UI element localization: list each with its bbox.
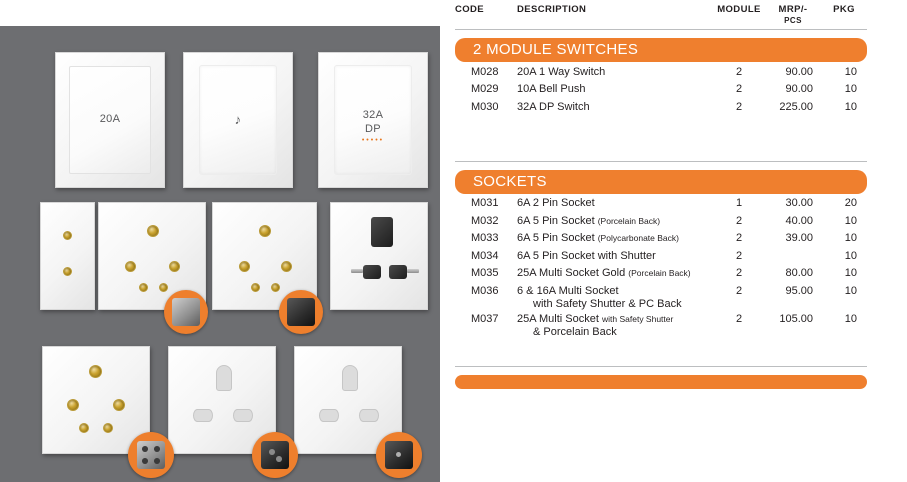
cell-mrp: 90.00	[785, 65, 813, 78]
cell-pkg: 10	[844, 65, 857, 78]
cell-description-continued: with Safety Shutter & PC Back	[533, 297, 682, 310]
socket-pin	[159, 283, 168, 292]
cell-mrp: 95.00	[785, 284, 813, 297]
cell-description-note: with Safety Shutter	[602, 314, 674, 324]
socket-pin	[251, 283, 260, 292]
cell-mrp: 39.00	[785, 232, 813, 244]
polycarbonate-back-chip	[287, 298, 314, 325]
socket-pin	[281, 261, 292, 272]
cell-code: M036	[471, 284, 499, 297]
price-table	[455, 0, 867, 389]
gold-back-chip	[137, 441, 166, 470]
chip-dot	[154, 446, 160, 452]
table-row	[455, 264, 867, 282]
cell-mrp: 40.00	[785, 214, 813, 227]
socket-pin	[125, 261, 136, 272]
socket-shutter-slot	[359, 409, 379, 422]
table-row	[455, 80, 867, 98]
thumbnail-bubble-pc-back	[252, 432, 298, 478]
table-header-row	[455, 0, 867, 25]
cell-description: 25A Multi Socket Gold	[517, 267, 629, 279]
cell-description: 32A DP Switch	[517, 100, 590, 113]
socket-pin	[113, 399, 125, 411]
cell-description: 10A Bell Push	[517, 83, 586, 95]
chip-dot	[276, 456, 282, 462]
chip-dot	[396, 452, 402, 458]
mechanism-body	[363, 265, 381, 279]
product-socket-mechanism	[330, 202, 428, 310]
cell-pkg: 20	[844, 197, 857, 209]
header-description: DESCRIPTION	[517, 4, 587, 15]
switch-plate-inner	[69, 66, 151, 173]
table-row	[455, 211, 867, 229]
section-title-2-module-switches: 2 MODULE SWITCHES	[455, 38, 867, 62]
cell-pkg: 10	[844, 214, 857, 227]
section-divider	[455, 366, 867, 367]
socket-shutter-slot	[342, 365, 358, 391]
cell-description: 6 & 16A Multi Socket	[517, 284, 619, 297]
product-bell-push	[183, 52, 293, 188]
switch-32a-indicator-dots: •••••	[361, 136, 385, 144]
cell-mrp: 225.00	[779, 100, 813, 113]
socket-pin	[103, 423, 113, 433]
mechanism-pin	[351, 269, 363, 273]
cell-pkg: 10	[844, 249, 857, 262]
header-module: MODULE	[717, 4, 761, 15]
cell-module: 2	[735, 214, 743, 227]
cell-module: 2	[735, 65, 743, 78]
cell-module: 2	[735, 249, 743, 262]
mechanism-body	[371, 217, 393, 247]
table-row	[455, 97, 867, 115]
socket-shutter-slot	[216, 365, 232, 391]
mechanism-body	[389, 265, 407, 279]
chip-dot	[269, 449, 275, 455]
pc-back-chip	[261, 441, 290, 470]
table-row	[455, 246, 867, 264]
cell-mrp: 30.00	[785, 197, 813, 209]
header-mrp-sub: PCS	[784, 16, 802, 25]
cell-pkg: 10	[844, 83, 857, 95]
page-right-margin	[900, 0, 907, 482]
cell-pkg: 10	[844, 100, 857, 113]
cell-description-note: (Porcelain Back)	[628, 268, 691, 278]
switch-32a-label-line1: 32A	[362, 109, 384, 122]
socket-pin	[259, 225, 271, 237]
table-row	[455, 194, 867, 212]
mechanism-pin	[407, 269, 419, 273]
cell-description: 6A 5 Pin Socket	[517, 214, 598, 227]
socket-pin	[271, 283, 280, 292]
socket-pin	[67, 399, 79, 411]
switch-32a-label-line2: DP	[365, 123, 381, 136]
header-divider	[455, 29, 867, 30]
cell-mrp: 90.00	[785, 83, 813, 95]
header-pkg: PKG	[833, 4, 855, 15]
header-code: CODE	[455, 4, 485, 15]
cell-pkg: 10	[844, 313, 857, 325]
cell-module: 1	[735, 197, 743, 209]
chip-dot	[154, 458, 160, 464]
cell-description: 25A Multi Socket	[517, 313, 602, 325]
cell-pkg: 10	[844, 284, 857, 297]
cell-code: M029	[471, 83, 499, 95]
product-image-panel	[0, 26, 440, 482]
cell-code: M030	[471, 100, 499, 113]
socket-pin	[139, 283, 148, 292]
cell-description: 6A 5 Pin Socket	[517, 232, 598, 244]
cell-code: M034	[471, 249, 499, 262]
cell-module: 2	[735, 100, 743, 113]
cell-description: 6A 2 Pin Socket	[517, 197, 595, 209]
header-mrp: MRP/-	[778, 4, 808, 15]
table-row	[455, 62, 867, 80]
cell-code: M035	[471, 267, 499, 279]
switch-20a-label: 20A	[99, 113, 121, 126]
socket-pin	[63, 267, 72, 276]
cell-description: 20A 1 Way Switch	[517, 65, 606, 78]
cell-module: 2	[735, 83, 743, 95]
cell-mrp: 80.00	[785, 267, 813, 279]
socket-pin	[239, 261, 250, 272]
chip-dot	[142, 458, 148, 464]
section-title-next	[455, 375, 867, 389]
cell-code: M033	[471, 232, 499, 244]
socket-pin	[147, 225, 159, 237]
thumbnail-bubble-porcelain-back-2	[376, 432, 422, 478]
cell-mrp: 105.00	[779, 313, 813, 325]
socket-pin	[169, 261, 180, 272]
chip-dot	[142, 446, 148, 452]
product-switch-20a	[55, 52, 165, 188]
cell-pkg: 10	[844, 267, 857, 279]
section-divider	[455, 161, 867, 162]
cell-pkg: 10	[844, 232, 857, 244]
cell-code: M028	[471, 65, 499, 78]
product-switch-32a-dp	[318, 52, 428, 188]
bell-push-glyph: ♪	[234, 111, 242, 127]
cell-code: M031	[471, 197, 499, 209]
socket-shutter-slot	[319, 409, 339, 422]
section-title-sockets: SOCKETS	[455, 170, 867, 194]
product-6a-2pin-socket	[40, 202, 95, 310]
cell-code: M032	[471, 214, 499, 227]
cell-module: 2	[735, 267, 743, 279]
cell-description-note: (Polycarbonate Back)	[597, 233, 679, 243]
socket-pin	[89, 365, 102, 378]
cell-description: 6A 5 Pin Socket with Shutter	[517, 249, 656, 262]
cell-code: M037	[471, 313, 499, 325]
socket-pin	[79, 423, 89, 433]
cell-module: 2	[735, 313, 743, 325]
table-row	[455, 281, 867, 299]
cell-module: 2	[735, 284, 743, 297]
cell-description-note: (Porcelain Back)	[597, 215, 661, 226]
socket-pin	[63, 231, 72, 240]
cell-module: 2	[735, 232, 743, 244]
porcelain-back-chip	[172, 298, 199, 325]
thumbnail-bubble-porcelain-back	[164, 290, 208, 334]
table-row	[455, 310, 867, 328]
table-row	[455, 229, 867, 247]
socket-shutter-slot	[193, 409, 213, 422]
cell-description-continued: & Porcelain Back	[533, 326, 617, 338]
price-table-panel	[440, 0, 907, 482]
socket-shutter-slot	[233, 409, 253, 422]
thumbnail-bubble-polycarbonate-back	[279, 290, 323, 334]
thumbnail-bubble-gold-back	[128, 432, 174, 478]
porcelain-back-chip-2	[385, 441, 414, 470]
